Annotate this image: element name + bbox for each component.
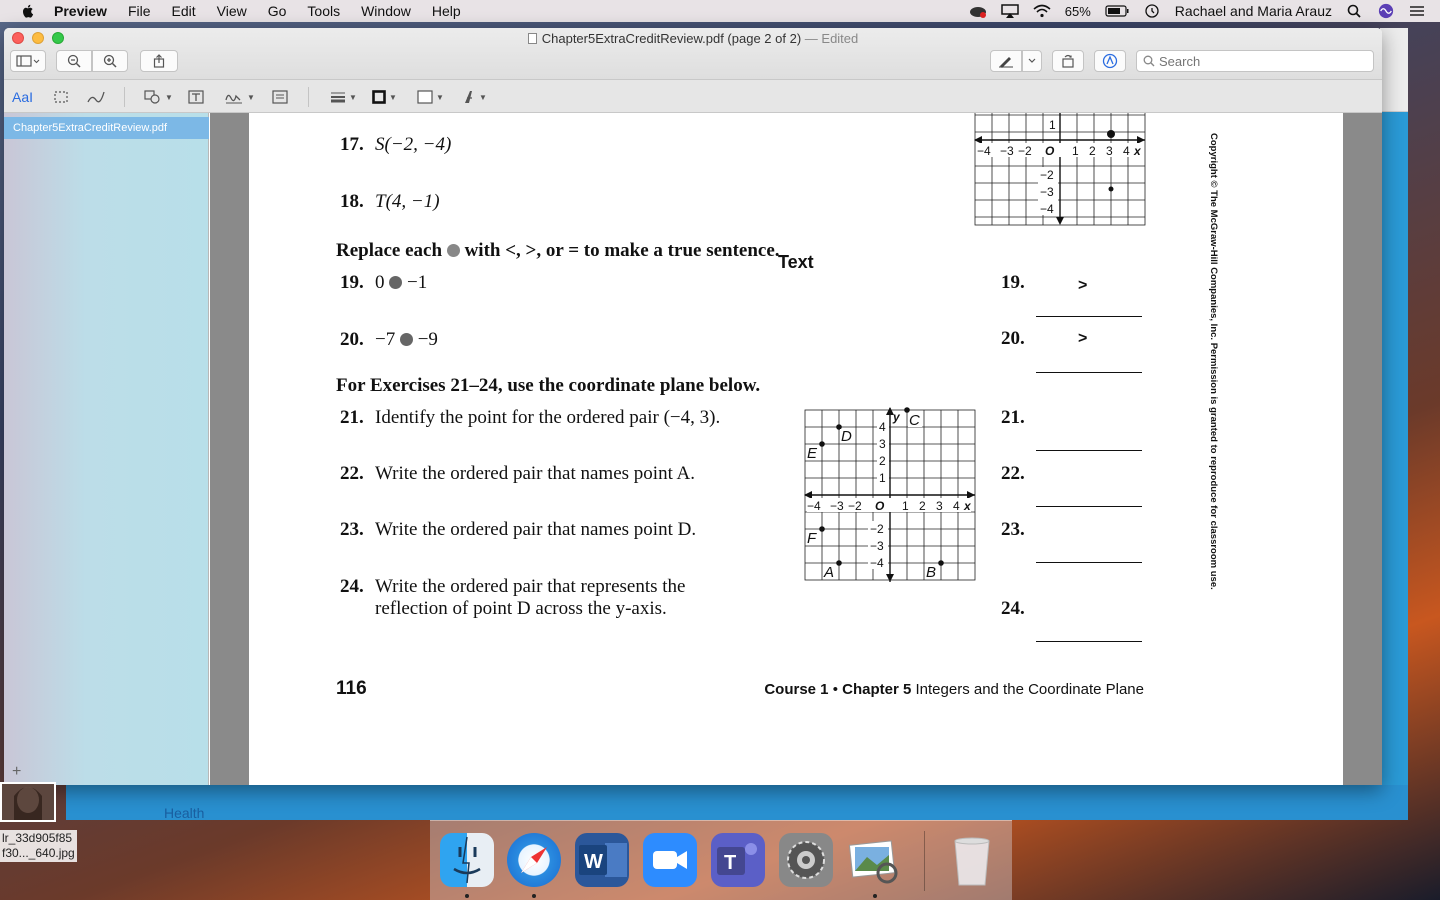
- top-graph-point-plotted-2: [1109, 187, 1114, 192]
- edited-indicator[interactable]: — Edited: [804, 31, 859, 46]
- line-style-icon: [330, 90, 346, 104]
- top-graph-y-tick-neg2: −2: [1040, 168, 1054, 182]
- chevron-down-icon: ▼: [165, 92, 173, 102]
- rotate-button[interactable]: [1052, 50, 1084, 72]
- border-color-tool[interactable]: [372, 88, 397, 106]
- point-f-label: F: [807, 530, 817, 547]
- note-tool[interactable]: [272, 88, 288, 106]
- main-graph-y-tick-3: 3: [879, 437, 886, 451]
- screen-time-icon[interactable]: [1143, 4, 1161, 18]
- desktop-file-label[interactable]: [0, 830, 77, 862]
- zoom-camera-icon: [643, 833, 697, 887]
- answer-19-number: 19.: [1001, 272, 1025, 293]
- siri-icon[interactable]: [1378, 3, 1394, 19]
- main-graph-x-tick-neg2: −2: [848, 499, 862, 513]
- compass-needle-icon: [507, 833, 561, 887]
- page-number: 116: [336, 678, 367, 699]
- top-graph-x-label: x: [1134, 144, 1141, 158]
- zoom-in-button[interactable]: [92, 50, 128, 72]
- desktop-file-label-line2: f30..._640.jpg: [2, 846, 75, 860]
- teams-t-icon: [711, 833, 765, 887]
- question-19-left-value: 0: [375, 272, 385, 293]
- main-graph-x-label: x: [964, 499, 971, 513]
- main-graph-x-arrow-right: [967, 491, 975, 499]
- signature-icon: [224, 90, 244, 104]
- menu-view[interactable]: View: [216, 3, 247, 19]
- shapes-tool[interactable]: [144, 88, 173, 106]
- sketch-pencil-icon: [86, 90, 106, 104]
- dock-separator: [924, 831, 925, 891]
- question-22-text: Write the ordered pair that names point A.: [375, 463, 696, 484]
- question-17-text: S(−2, −4): [375, 134, 452, 155]
- answer-23-number: 23.: [1001, 519, 1025, 540]
- main-graph-x-tick-neg3: −3: [830, 499, 844, 513]
- main-graph-y-arrow-down: [886, 574, 894, 582]
- answer-23-blank[interactable]: [1036, 545, 1142, 563]
- pdf-document-icon: [528, 33, 537, 44]
- word-w-icon: [575, 833, 629, 887]
- copyright-notice: Copyright © The McGraw-Hill Companies, Inc. Permission is granted to reproduce for classroom use.: [1208, 133, 1219, 590]
- point-d-label: D: [841, 428, 852, 445]
- menu-file[interactable]: File: [127, 3, 151, 19]
- notification-center-icon[interactable]: [1408, 4, 1426, 18]
- svg-text:T: T: [724, 852, 737, 874]
- creative-cloud-icon[interactable]: [969, 4, 987, 18]
- main-graph-y-label: y: [893, 410, 900, 424]
- question-19-right-value: −1: [407, 272, 428, 293]
- pen-icon: [998, 54, 1014, 68]
- top-coordinate-graph: [974, 113, 1146, 226]
- dashed-rectangle-icon: [53, 90, 69, 104]
- main-graph-x-tick-3: 3: [936, 499, 943, 513]
- top-graph-x-tick-4: 4: [1123, 144, 1130, 158]
- point-c-label: C: [909, 412, 920, 429]
- question-19-text: [375, 272, 427, 294]
- top-graph-axes: [975, 113, 1145, 223]
- zoom-in-icon: [103, 54, 117, 68]
- background-window[interactable]: [1380, 28, 1408, 820]
- answer-20-value[interactable]: >: [1078, 330, 1088, 347]
- question-20-right-value: −9: [417, 329, 438, 350]
- question-19-number: 19.: [340, 272, 364, 293]
- thumbnail-sidebar: [4, 113, 209, 785]
- sidebar-document-item[interactable]: Chapter5ExtraCreditReview.pdf: [4, 117, 209, 139]
- dock: [430, 820, 1012, 900]
- main-graph-x-tick-1: 1: [902, 499, 909, 513]
- comparison-circle-icon: [389, 276, 402, 289]
- finder-face-icon: [440, 833, 494, 887]
- chevron-down-icon: ▼: [436, 92, 444, 102]
- add-page-button[interactable]: +: [12, 763, 22, 780]
- main-graph-x-tick-4: 4: [953, 499, 960, 513]
- point-b-label: B: [926, 564, 937, 581]
- chevron-down-icon: ▼: [349, 92, 357, 102]
- page-footer-course: [764, 681, 1144, 698]
- chevron-down-icon: [1028, 58, 1036, 64]
- rotate-icon: [1060, 54, 1076, 68]
- toolbar-separator: [124, 87, 125, 107]
- heading-replace-start: Replace each: [336, 240, 443, 261]
- question-23-text: Write the ordered pair that names point D.: [375, 519, 697, 540]
- top-graph-y-arrow: [1056, 217, 1064, 225]
- search-field[interactable]: [1136, 50, 1374, 72]
- question-23-number: 23.: [340, 519, 364, 540]
- main-graph-y-tick-2: 2: [879, 454, 886, 468]
- point-f-marker: [819, 526, 825, 532]
- comparison-circle-icon: [400, 333, 413, 346]
- footer-chapter-title: Integers and the Coordinate Plane: [915, 681, 1144, 698]
- markup-toolbar-toggle[interactable]: [1094, 50, 1126, 72]
- top-graph-x-tick-neg3: −3: [1000, 144, 1014, 158]
- text-style-tool[interactable]: [462, 88, 487, 106]
- sidebar-view-button[interactable]: [10, 50, 46, 72]
- chevron-down-icon: ▼: [247, 92, 255, 102]
- battery-icon[interactable]: [1105, 5, 1129, 17]
- heading-replace-end: with <, >, or = to make a true sentence.: [464, 240, 780, 261]
- gear-icon: [779, 833, 833, 887]
- zoom-app-icon[interactable]: [643, 833, 697, 887]
- fill-color-tool[interactable]: [417, 88, 444, 106]
- text-selection-tool[interactable]: [12, 88, 33, 106]
- main-graph-x-tick-neg4: −4: [807, 499, 821, 513]
- top-graph-x-tick-1: 1: [1072, 144, 1079, 158]
- main-graph-y-tick-1: 1: [879, 471, 886, 485]
- user-account-menu[interactable]: Rachael and Maria Arauz: [1174, 3, 1332, 19]
- menu-window[interactable]: Window: [361, 3, 411, 19]
- menu-app-preview[interactable]: Preview: [54, 3, 107, 19]
- main-graph-axes: [805, 408, 975, 582]
- background-window-toolbar: [1380, 28, 1408, 112]
- markup-pen-dropdown[interactable]: [1022, 50, 1042, 72]
- answer-21-blank[interactable]: [1036, 433, 1142, 451]
- point-b-marker: [938, 560, 944, 566]
- answer-22-number: 22.: [1001, 463, 1025, 484]
- text-box-annotation[interactable]: Text: [778, 252, 814, 272]
- trash-can-icon: [945, 833, 999, 887]
- sidebar-icon: [16, 55, 40, 67]
- spotlight-search-icon[interactable]: [1346, 4, 1364, 18]
- top-graph-x-tick-3: 3: [1106, 144, 1113, 158]
- text-selection-label: AaI: [12, 89, 34, 105]
- airplay-icon[interactable]: [1001, 4, 1019, 18]
- finder-running-indicator: [465, 894, 469, 898]
- chevron-down-icon: ▼: [389, 92, 397, 102]
- window-title: [4, 31, 1382, 46]
- top-graph-y-tick-neg3: −3: [1040, 185, 1054, 199]
- top-graph-y-tick-1: 1: [1049, 118, 1056, 132]
- zoom-out-icon: [67, 54, 81, 68]
- answer-19-blank[interactable]: [1036, 299, 1142, 317]
- shape-style-tool[interactable]: [330, 88, 357, 106]
- microsoft-word-icon[interactable]: [575, 833, 629, 887]
- question-24-number: 24.: [340, 576, 364, 597]
- desktop-image-thumbnail[interactable]: [0, 782, 56, 822]
- rectangular-selection-tool[interactable]: [53, 88, 69, 106]
- coordinate-plane-graph: [804, 407, 978, 583]
- share-icon: [153, 54, 165, 68]
- top-graph-x-tick-neg4: −4: [977, 144, 991, 158]
- top-graph-x-tick-2: 2: [1089, 144, 1096, 158]
- question-24-text-line2: reflection of point D across the y-axis.: [375, 598, 667, 619]
- safari-icon[interactable]: [507, 833, 561, 887]
- markup-pen-button[interactable]: [990, 50, 1022, 72]
- question-24-text-line1: Write the ordered pair that represents the: [375, 576, 686, 597]
- sign-tool[interactable]: [224, 88, 255, 106]
- zoom-out-button[interactable]: [56, 50, 92, 72]
- border-color-icon: [372, 90, 386, 104]
- question-20-left-value: −7: [375, 329, 396, 350]
- safari-running-indicator: [532, 894, 536, 898]
- point-e-label: E: [807, 445, 818, 462]
- document-view[interactable]: [210, 113, 1382, 785]
- finder-icon[interactable]: [440, 833, 494, 887]
- question-22-number: 22.: [340, 463, 364, 484]
- preview-window: [4, 28, 1382, 785]
- text-box-icon: [188, 90, 204, 104]
- svg-text:W: W: [584, 851, 603, 873]
- answer-22-blank[interactable]: [1036, 489, 1142, 507]
- microsoft-teams-icon[interactable]: [711, 833, 765, 887]
- search-icon: [1143, 55, 1155, 67]
- answer-20-blank[interactable]: [1036, 355, 1142, 373]
- top-graph-point-plotted-1: [1107, 130, 1115, 138]
- question-21-number: 21.: [340, 407, 364, 428]
- main-graph-y-tick-4: 4: [879, 420, 886, 434]
- title-bar: [4, 28, 1382, 80]
- preview-app-icon[interactable]: [847, 833, 901, 887]
- markup-circle-icon: [1102, 53, 1118, 69]
- point-a-marker: [836, 560, 842, 566]
- desktop-file-label-line1: lr_33d905f85: [2, 831, 73, 845]
- answer-24-number: 24.: [1001, 598, 1025, 619]
- point-e-marker: [819, 441, 825, 447]
- question-17-number: 17.: [340, 134, 364, 155]
- fill-color-icon: [417, 90, 433, 104]
- question-18-text: T(4, −1): [375, 191, 440, 212]
- markup-toolbar: [4, 80, 1382, 113]
- top-graph-origin-label: O: [1045, 144, 1055, 158]
- background-health-label: Health: [164, 805, 205, 821]
- main-graph-x-tick-2: 2: [919, 499, 926, 513]
- text-style-icon: [462, 90, 476, 104]
- point-a-label: A: [824, 564, 835, 581]
- chevron-down-icon: ▼: [479, 92, 487, 102]
- search-input[interactable]: [1159, 54, 1359, 69]
- shapes-icon: [144, 90, 162, 104]
- top-graph-x-arrow-right: [1137, 136, 1145, 144]
- question-21-text: Identify the point for the ordered pair (−4, 3).: [375, 407, 721, 428]
- answer-19-value[interactable]: >: [1078, 277, 1088, 294]
- sketch-tool[interactable]: [86, 88, 106, 106]
- footer-course-label: Course 1: [764, 681, 829, 698]
- share-button[interactable]: [140, 50, 178, 72]
- pdf-page: [249, 113, 1343, 785]
- menu-tools[interactable]: Tools: [307, 3, 341, 19]
- text-box-tool[interactable]: [188, 88, 204, 106]
- footer-chapter-label: Chapter 5: [842, 681, 912, 698]
- battery-percent: 65%: [1064, 3, 1091, 19]
- window-filename: Chapter5ExtraCreditReview.pdf (page 2 of 2): [541, 31, 802, 46]
- background-window-bottom: [66, 785, 1408, 820]
- main-graph-y-tick-neg3: −3: [870, 539, 884, 553]
- preview-running-indicator: [873, 894, 877, 898]
- main-graph-origin-label: O: [875, 499, 885, 513]
- answer-24-blank[interactable]: [1036, 624, 1142, 642]
- menu-bar: [0, 0, 1440, 22]
- menu-edit[interactable]: Edit: [171, 3, 196, 19]
- instructions-heading-exercises: For Exercises 21–24, use the coordinate plane below.: [336, 375, 761, 396]
- portrait-photo-icon: [2, 784, 54, 820]
- question-20-number: 20.: [340, 329, 364, 350]
- main-graph-y-tick-neg4: −4: [870, 556, 884, 570]
- menu-go[interactable]: Go: [267, 3, 287, 19]
- question-20-text: [375, 329, 438, 351]
- instructions-heading-replace: [336, 240, 780, 262]
- system-preferences-icon[interactable]: [779, 833, 833, 887]
- answer-21-number: 21.: [1001, 407, 1025, 428]
- apple-menu-icon[interactable]: [20, 3, 36, 19]
- trash-icon[interactable]: [945, 833, 999, 887]
- preview-photos-icon: [847, 833, 901, 887]
- note-icon: [272, 90, 288, 104]
- footer-bullet: •: [832, 681, 838, 698]
- toolbar-separator: [308, 87, 309, 107]
- top-graph-x-tick-neg2: −2: [1018, 144, 1032, 158]
- question-18-number: 18.: [340, 191, 364, 212]
- answer-20-number: 20.: [1001, 328, 1025, 349]
- menu-help[interactable]: Help: [431, 3, 461, 19]
- circle-symbol-icon: [447, 244, 460, 257]
- top-graph-y-tick-neg4: −4: [1040, 202, 1054, 216]
- wifi-icon[interactable]: [1033, 4, 1051, 18]
- main-graph-y-tick-neg2: −2: [870, 522, 884, 536]
